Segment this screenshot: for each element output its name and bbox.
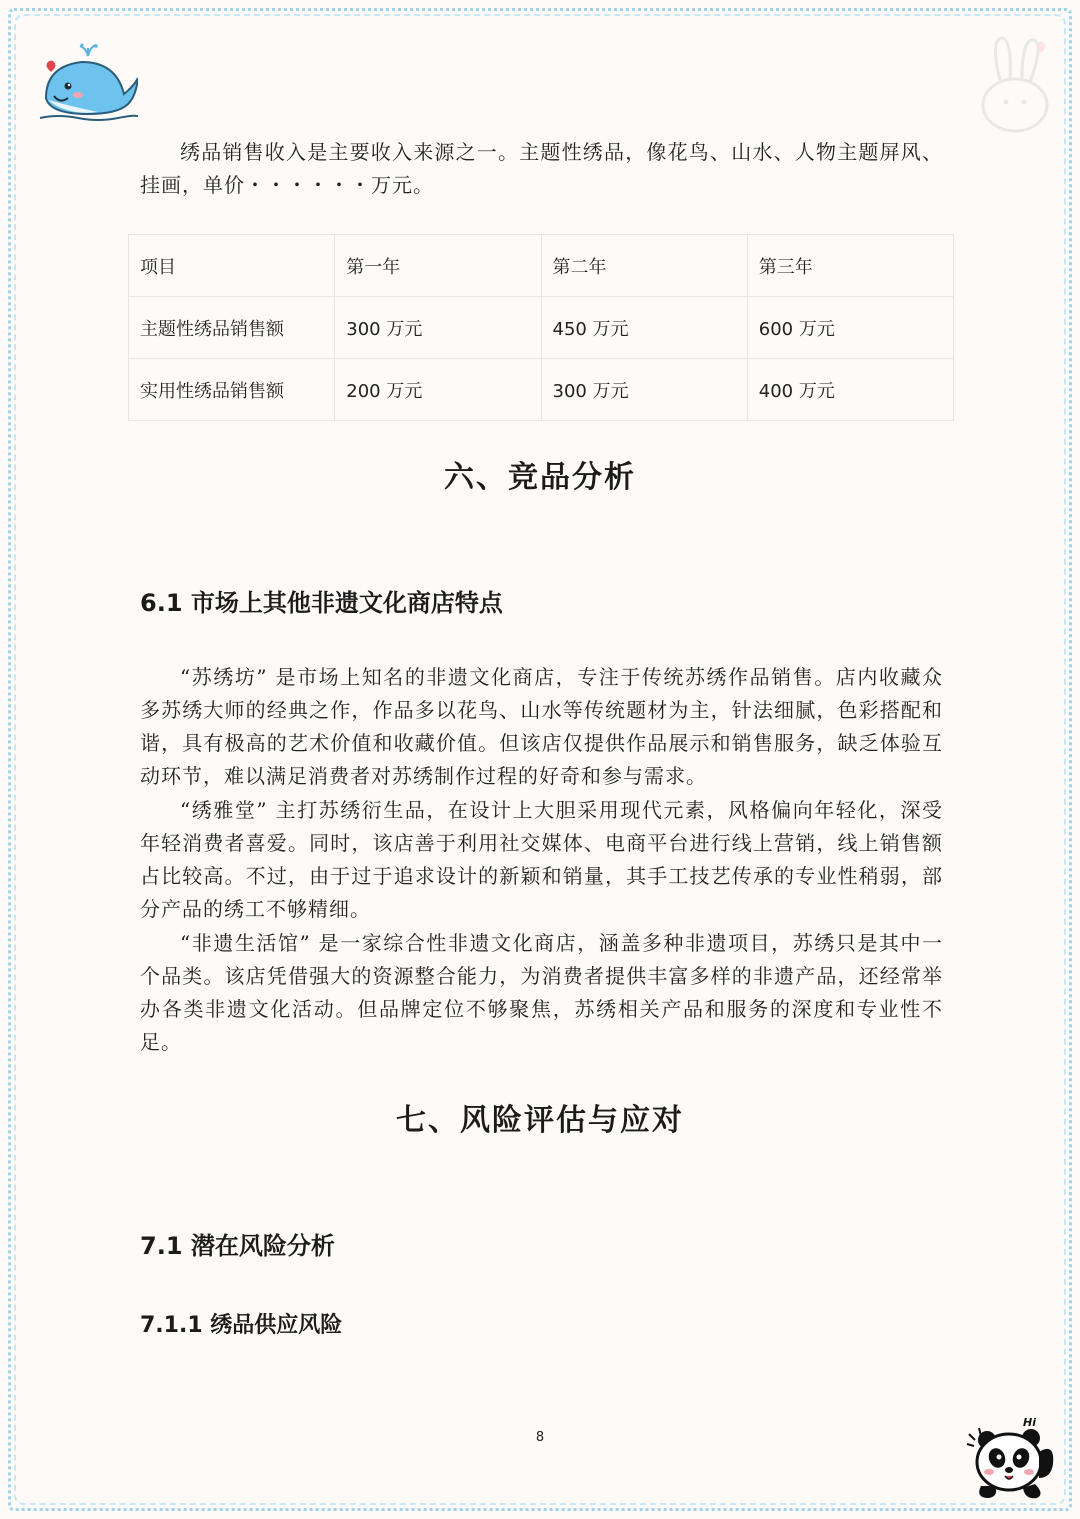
table-cell: 600 万元 [747,297,953,359]
bunny-icon [970,30,1060,140]
table-header-cell: 第二年 [541,235,747,297]
table-header-cell: 第一年 [335,235,541,297]
table-header-cell: 项目 [129,235,335,297]
table-row [129,359,954,421]
table-cell: 400 万元 [747,359,953,421]
table-cell: 450 万元 [541,297,747,359]
section6-1-title: 6.1 市场上其他非遗文化商店特点 [140,589,503,617]
table-row [129,297,954,359]
table-cell: 200 万元 [335,359,541,421]
competitor-paragraph-2: “绣雅堂” 主打苏绣衍生品，在设计上大胆采用现代元素，风格偏向年轻化，深受年轻消费者喜爱。同时，该店善于利用社交媒体、电商平台进行线上营销，线上销售额占比较高。不过，由于过于追求设计的新颖和销量，其手工技艺传承的专业性稍弱，部分产品的绣工不够精细。 [140,798,943,921]
table-cell: 实用性绣品销售额 [129,359,335,421]
panda-icon [965,1412,1060,1502]
section7-title: 七、风险评估与应对 [396,1103,684,1138]
sales-table [128,234,954,421]
page-number: 8 [535,1430,545,1445]
table-header-row [129,235,954,297]
section7-1-title: 7.1 潜在风险分析 [140,1232,335,1260]
section7-1-1-title: 7.1.1 绣品供应风险 [140,1313,343,1338]
competitor-paragraph-3: “非遗生活馆” 是一家综合性非遗文化商店，涵盖多种非遗项目，苏绣只是其中一个品类。该店凭借强大的资源整合能力，为消费者提供丰富多样的非遗产品，还经常举办各类非遗文化活动。但品牌定位不够聚焦，苏绣相关产品和服务的深度和专业性不足。 [140,931,943,1054]
competitor-paragraph-1: “苏绣坊” 是市场上知名的非遗文化商店，专注于传统苏绣作品销售。店内收藏众多苏绣大师的经典之作，作品多以花鸟、山水等传统题材为主，针法细腻，色彩搭配和谐，具有极高的艺术价值和收藏价值。但该店仅提供作品展示和销售服务，缺乏体验互动环节，难以满足消费者对苏绣制作过程的好奇和参与需求。 [140,665,943,788]
table-cell: 主题性绣品销售额 [129,297,335,359]
table-cell: 300 万元 [541,359,747,421]
table-header-cell: 第三年 [747,235,953,297]
panda-hi-text: Hi [1023,1416,1036,1429]
table-cell: 300 万元 [335,297,541,359]
whale-icon [38,42,138,122]
section6-title: 六、竞品分析 [444,460,636,495]
intro-paragraph: 绣品销售收入是主要收入来源之一。主题性绣品，像花鸟、山水、人物主题屏风、挂画，单价・・・・・・万元。 [140,140,943,197]
